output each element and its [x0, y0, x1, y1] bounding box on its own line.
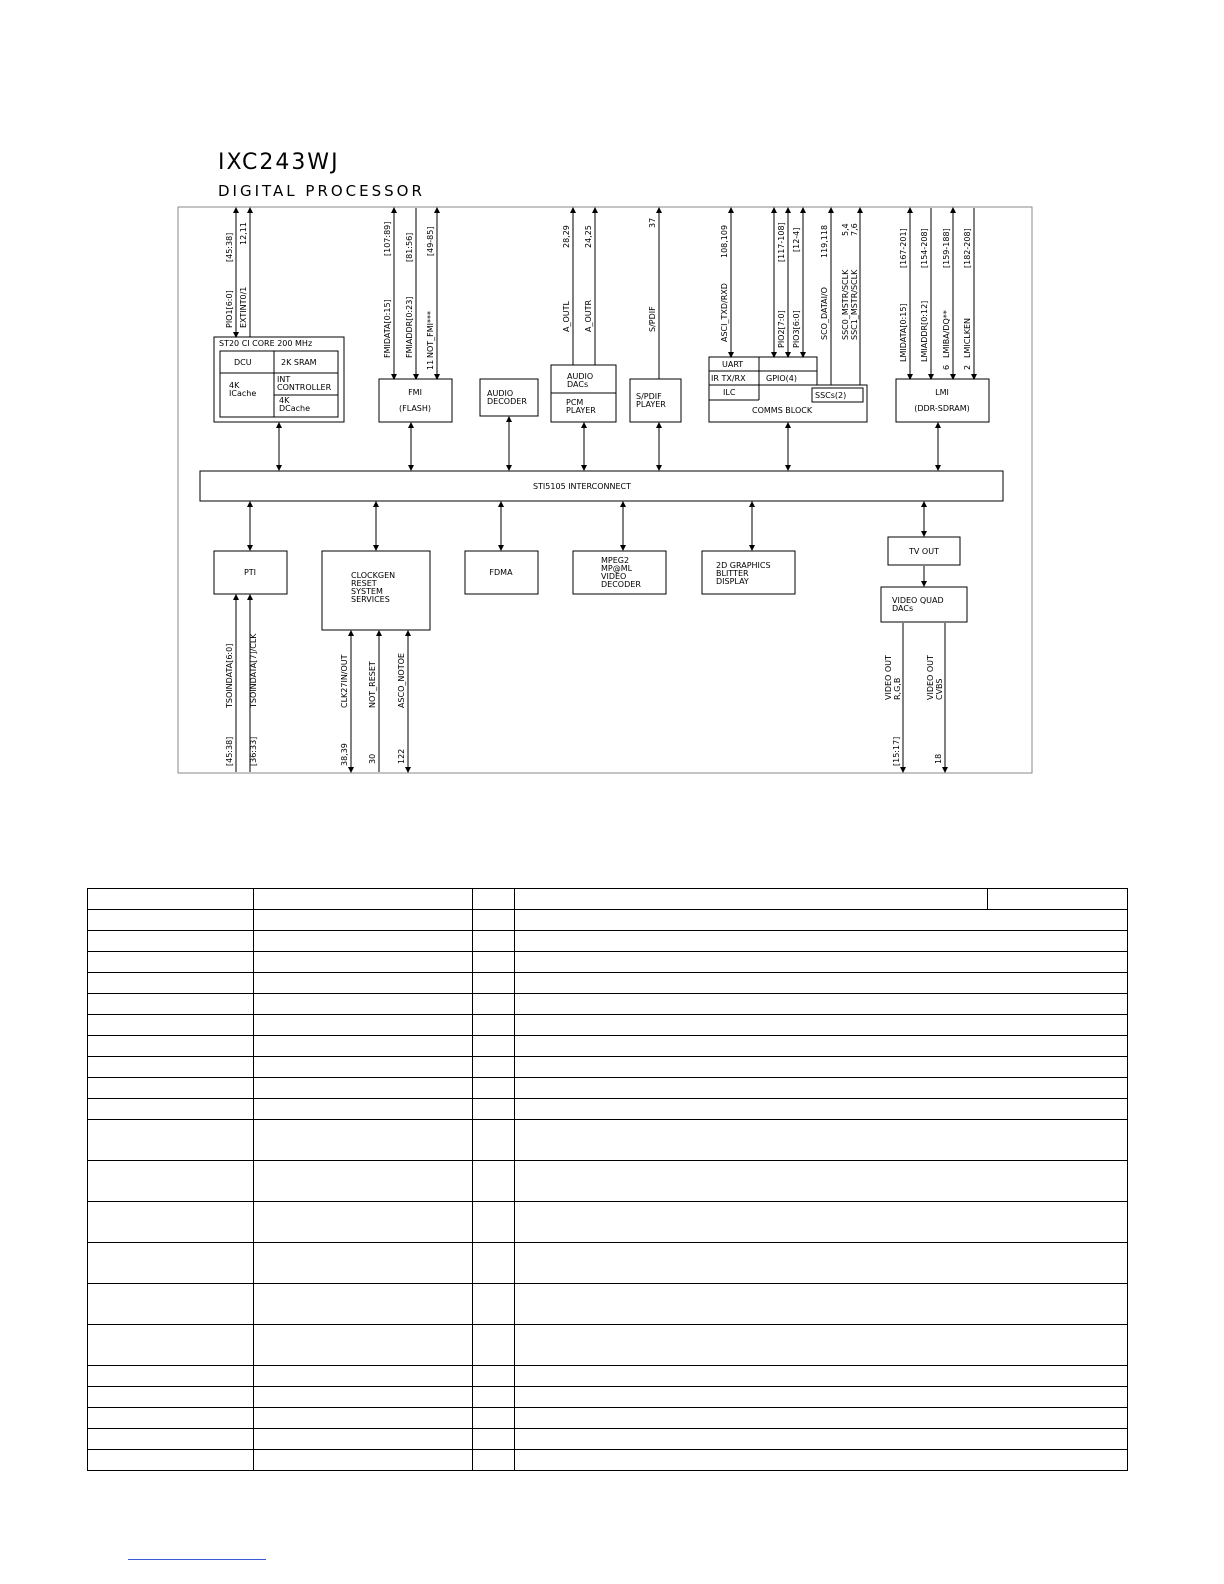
dcache-label-1: 4K — [279, 396, 290, 405]
ts2-pins: [36:33] — [249, 736, 258, 766]
fdma-label: FDMA — [489, 568, 513, 577]
table-row — [88, 931, 1128, 952]
table-row — [88, 1036, 1128, 1057]
pcm-label-1: PCM — [566, 398, 584, 407]
asci-pins: 108,109 — [720, 224, 729, 258]
pin-description-table — [87, 888, 1128, 1471]
sram-label: 2K SRAM — [281, 358, 317, 367]
spdif-signal-label: S/PDIF — [648, 306, 657, 332]
irtxrx-label: IR TX/RX — [711, 374, 746, 383]
ts1-label: TSOINDATA[6:0] — [225, 643, 234, 708]
extint-pins: 12,11 — [239, 222, 248, 245]
spdif-label-2: PLAYER — [636, 400, 666, 409]
intc-label-2: CONTROLLER — [277, 383, 332, 392]
asco-label: ASCO_NOTOE — [397, 653, 406, 708]
aoutl-pins: 28,29 — [562, 225, 571, 248]
table-row — [88, 1325, 1128, 1366]
clk-label: CLK27IN/OUT — [340, 654, 349, 708]
lmiba-num: 6 — [942, 364, 951, 370]
pio2-label: PIO2[7:0] — [777, 310, 786, 348]
clockgen-label-2: RESET — [351, 579, 377, 588]
audio-decoder-label-2: DECODER — [487, 397, 527, 406]
table-row — [88, 1057, 1128, 1078]
table-row — [88, 1202, 1128, 1243]
bottom-signal-labels — [225, 633, 944, 766]
sco-pins: 119,118 — [820, 224, 829, 258]
fmi-block — [379, 379, 452, 422]
table-row — [88, 994, 1128, 1015]
lmi-block — [896, 379, 989, 422]
clockgen-label-3: SYSTEM — [351, 587, 383, 596]
icache-label-2: ICache — [229, 389, 257, 398]
ssc1-label: SSC1_MSTR/SCLK — [850, 269, 859, 340]
mpeg-label-4: DECODER — [601, 580, 641, 589]
pio1-label: PIO1[6:0] — [225, 290, 234, 328]
fmiaddr-pins: [81:56] — [405, 232, 414, 262]
table-row — [88, 910, 1128, 931]
clk-pins: 38,39 — [340, 743, 349, 766]
table-row — [88, 1120, 1128, 1161]
vout1-label-1: VIDEO OUT — [884, 655, 893, 700]
asci-label: ASCI_TXD/RXD — [720, 283, 729, 342]
fmidata-pins: [107:89] — [383, 221, 392, 256]
footer-link-line — [128, 1559, 266, 1560]
ssc1-pins: 7,6 — [850, 223, 859, 236]
lmiclk-pins: [182-208] — [963, 228, 972, 268]
intc-label-1: INT — [277, 375, 291, 384]
pti-label: PTI — [243, 568, 257, 577]
table-row — [88, 973, 1128, 994]
table-row — [88, 1429, 1128, 1450]
asco-pins: 122 — [397, 748, 406, 764]
table-row — [88, 1408, 1128, 1429]
lmiaddr-label: LMIADDR[0:12] — [920, 300, 929, 362]
ssc0-pins: 5,4 — [841, 223, 850, 236]
lmidata-pins: [167-201] — [899, 228, 908, 268]
vout1-pins: [15:17] — [892, 736, 901, 766]
table-row — [88, 1366, 1128, 1387]
sco-label: SCO_DATAI/O — [820, 287, 829, 340]
spdif-pins: 37 — [648, 217, 657, 228]
lmidata-label: LMIDATA[0:15] — [899, 303, 908, 362]
table-row — [88, 1078, 1128, 1099]
table-row — [88, 1161, 1128, 1202]
mpeg-label-1: MPEG2 — [601, 556, 630, 565]
lmiba-label: LMIBA/DQ** — [942, 310, 951, 358]
table-row — [88, 1387, 1128, 1408]
reset-label: NOT_RESET — [368, 661, 377, 708]
ssc0-label: SSC0_MSTR/SCLK — [841, 269, 850, 340]
dcu-label: DCU — [234, 358, 252, 367]
gpio-label: GPIO(4) — [766, 374, 798, 383]
cpu-title: ST20 CI CORE 200 MHz — [219, 339, 313, 348]
lmiclk-label: LMICLKEN — [963, 317, 972, 358]
audio-dacs-label-1: AUDIO — [567, 372, 594, 381]
lmi-label-2: (DDR-SDRAM) — [914, 404, 970, 413]
comms-label: COMMS BLOCK — [752, 406, 813, 415]
table-row — [88, 1099, 1128, 1120]
audio-dacs-label-2: DACs — [567, 380, 589, 389]
fmi-label-2: (FLASH) — [398, 404, 432, 413]
ts2-label: TSOINDATA[7]/CLK — [249, 633, 258, 708]
sscs-label: SSCs(2) — [815, 391, 847, 400]
interconnect-label: STI5105 INTERCONNECT — [532, 482, 632, 491]
gfx-label-3: DISPLAY — [716, 577, 749, 586]
table-row — [88, 952, 1128, 973]
vout1-label-2: R,G,B — [893, 677, 902, 700]
aoutr-label: A_OUTR — [584, 299, 593, 332]
lmi-label-1: LMI — [935, 388, 949, 397]
fmi-pins3: [49-85] — [426, 226, 435, 256]
clockgen-label-4: SERVICES — [351, 595, 390, 604]
icache-label-1: 4K — [229, 381, 240, 390]
part-name: DIGITAL PROCESSOR — [218, 182, 425, 200]
table-row — [88, 1243, 1128, 1284]
vout2-label-1: VIDEO OUT — [926, 655, 935, 700]
spdif-label-1: S/PDIF — [636, 392, 662, 401]
fmidata-label: FMIDATA[0:15] — [383, 299, 392, 358]
notfmi-label: NOT_FMI*** — [426, 310, 435, 358]
pio2-pins: [117-108] — [777, 222, 786, 262]
lmiba-pins: [159-188] — [942, 228, 951, 268]
mpeg-label-2: MP@ML — [601, 564, 633, 573]
fmiaddr-label: FMIADDR[0:23] — [405, 296, 414, 358]
fmi-label-1: FMI — [408, 388, 422, 397]
gfx-label-1: 2D GRAPHICS — [716, 561, 771, 570]
tvout-label: TV OUT — [909, 547, 939, 556]
vdacs-label-1: VIDEO QUAD — [892, 596, 944, 605]
mpeg-label-3: VIDEO — [601, 572, 627, 581]
lmiaddr-pins: [154-208] — [920, 228, 929, 268]
aoutl-label: A_OUTL — [562, 301, 571, 332]
ilc-label: ILC — [723, 388, 736, 397]
extint-label: EXTINT0/1 — [239, 286, 248, 328]
table-row — [88, 1015, 1128, 1036]
ts1-pins: [45:38] — [225, 736, 234, 766]
table-header-row — [88, 889, 1128, 910]
vout2-label-2: CVBS — [935, 678, 944, 700]
pio3-pins: [12-4] — [792, 227, 801, 252]
dcache-label-2: DCache — [279, 404, 311, 413]
gfx-label-2: BLITTER — [716, 569, 749, 578]
table-row — [88, 1284, 1128, 1325]
clockgen-label-1: CLOCKGEN — [351, 571, 396, 580]
aoutr-pins: 24,25 — [584, 225, 593, 248]
notfmi-pins: 11 — [426, 359, 435, 370]
pio3-label: PIO3[6:0] — [792, 310, 801, 348]
pio1-pins: [45:38] — [225, 232, 234, 262]
vout2-pins: 18 — [934, 753, 943, 764]
vdacs-label-2: DACs — [892, 604, 914, 613]
part-number: IXC243WJ — [218, 150, 340, 175]
audio-decoder-label-1: AUDIO — [487, 389, 514, 398]
reset-pins: 30 — [368, 753, 377, 764]
pcm-label-2: PLAYER — [566, 406, 596, 415]
table-row — [88, 1450, 1128, 1471]
lmiclk-num: 2 — [963, 364, 972, 370]
uart-label: UART — [722, 360, 744, 369]
